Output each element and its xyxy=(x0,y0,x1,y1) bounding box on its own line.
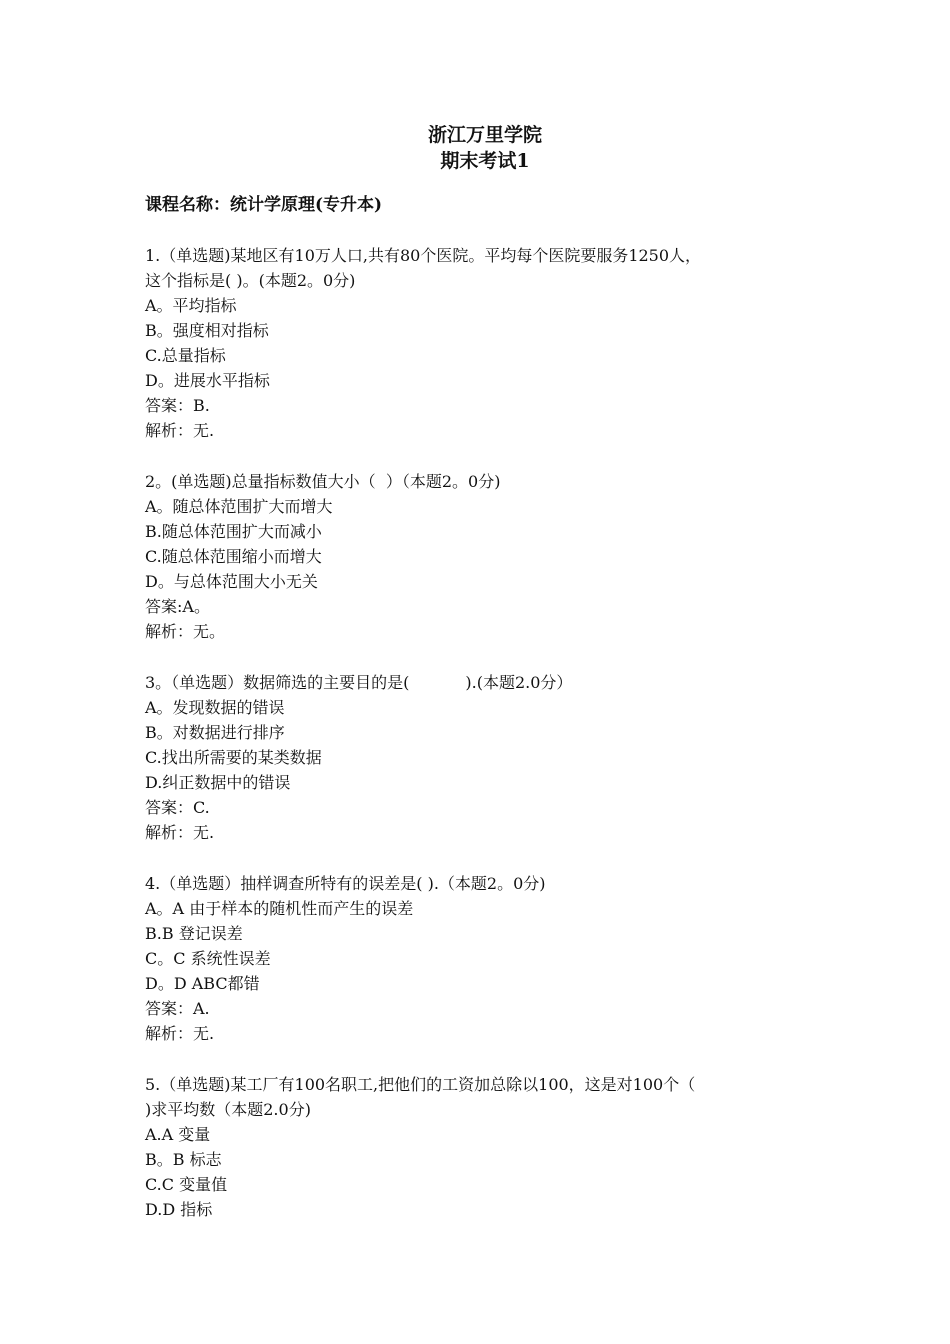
answer-option: D。D ABC都错 xyxy=(145,974,260,993)
answer-option: C。C 系统性误差 xyxy=(145,949,271,968)
question-block xyxy=(145,243,825,443)
answer-option: C.总量指标 xyxy=(145,346,226,365)
answer-option: A.A 变量 xyxy=(145,1125,211,1144)
answer-key: 答案：A. xyxy=(145,999,210,1018)
answer-option: D。与总体范围大小无关 xyxy=(145,572,318,591)
analysis-text: 解析：无. xyxy=(145,1024,215,1043)
answer-option: B。强度相对指标 xyxy=(145,321,269,340)
question-block xyxy=(145,670,825,845)
question-stem: 3。（单选题）数据筛选的主要目的是( ).(本题2.0分） xyxy=(145,673,573,692)
analysis-text: 解析：无. xyxy=(145,421,215,440)
analysis-text: 解析：无。 xyxy=(145,622,226,641)
exam-title: 期末考试1 xyxy=(440,150,530,172)
answer-option: D.纠正数据中的错误 xyxy=(145,773,291,792)
answer-option: D.D 指标 xyxy=(145,1200,213,1219)
answer-option: B。B 标志 xyxy=(145,1150,222,1169)
question-block xyxy=(145,871,825,1046)
answer-option: C.随总体范围缩小而增大 xyxy=(145,547,322,566)
question-stem: 4.（单选题）抽样调查所特有的误差是( ).（本题2。0分) xyxy=(145,874,546,893)
answer-key: 答案：B. xyxy=(145,396,210,415)
answer-option: A。发现数据的错误 xyxy=(145,698,285,717)
question-stem: )求平均数（本题2.0分) xyxy=(145,1100,311,1119)
question-stem: 1.（单选题)某地区有10万人口,共有80个医院。平均每个医院要服务1250人， xyxy=(145,246,702,265)
answer-option: A。平均指标 xyxy=(145,296,237,315)
question-block xyxy=(145,469,825,644)
answer-option: D。进展水平指标 xyxy=(145,371,270,390)
answer-option: A。随总体范围扩大而增大 xyxy=(145,497,333,516)
question-stem: 这个指标是( )。(本题2。0分) xyxy=(145,271,356,290)
course-name: 课程名称：统计学原理(专升本) xyxy=(145,195,383,215)
question-block xyxy=(145,1072,825,1222)
document-page xyxy=(145,122,825,1222)
answer-option: B.B 登记误差 xyxy=(145,924,243,943)
analysis-text: 解析：无. xyxy=(145,823,215,842)
answer-key: 答案:A。 xyxy=(145,597,210,616)
answer-key: 答案：C. xyxy=(145,798,210,817)
answer-option: B.随总体范围扩大而减小 xyxy=(145,522,322,541)
question-stem: 5.（单选题)某工厂有100名职工,把他们的工资加总除以100，这是对100个（ xyxy=(145,1075,696,1094)
school-title: 浙江万里学院 xyxy=(427,124,542,146)
answer-option: C.找出所需要的某类数据 xyxy=(145,748,322,767)
answer-option: C.C 变量值 xyxy=(145,1175,228,1194)
question-stem: 2。(单选题)总量指标数值大小（ ）（本题2。0分) xyxy=(145,472,501,491)
answer-option: A。A 由于样本的随机性而产生的误差 xyxy=(145,899,414,918)
question-list xyxy=(145,243,825,1222)
answer-option: B。对数据进行排序 xyxy=(145,723,285,742)
